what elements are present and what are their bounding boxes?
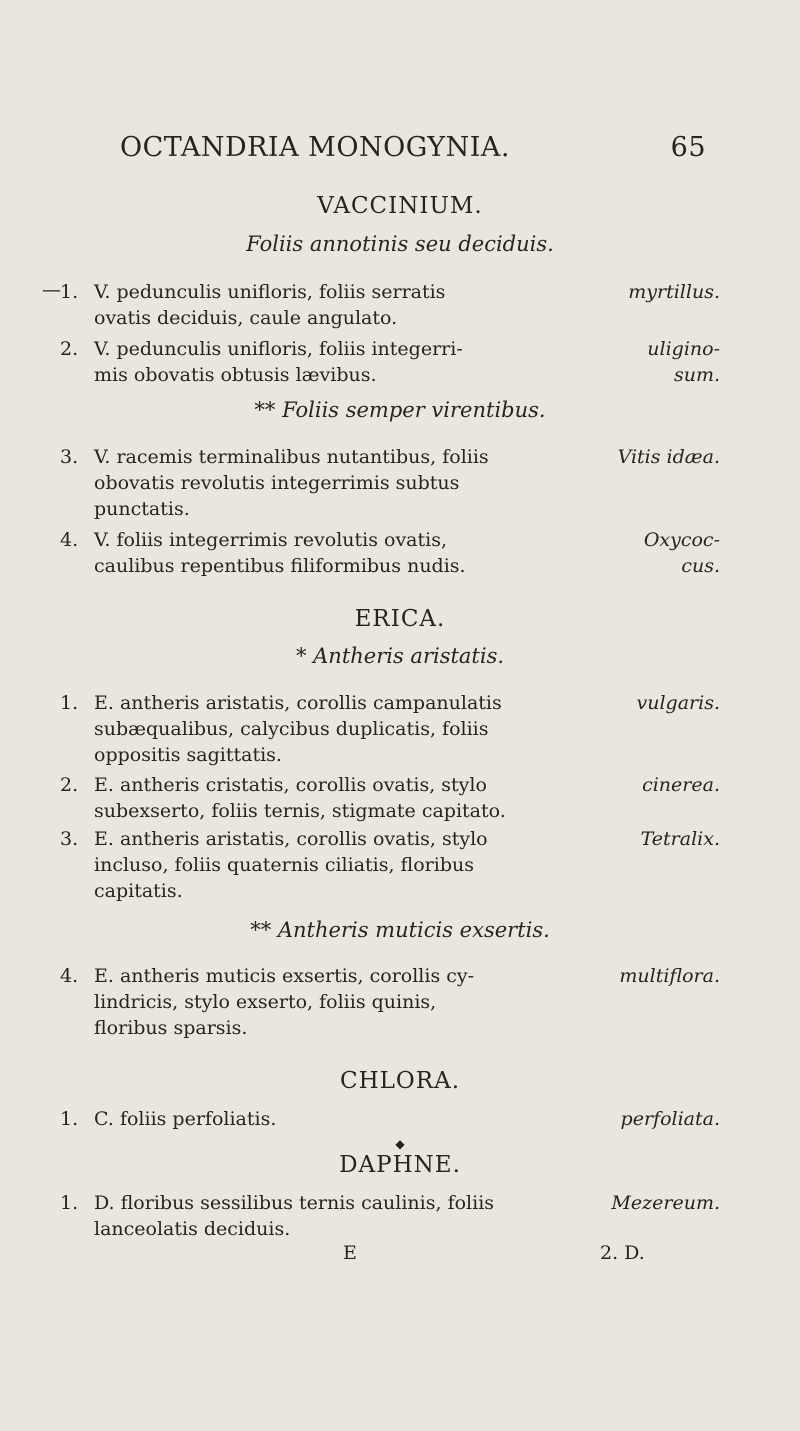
species-name: Tetralix. — [640, 828, 720, 850]
species-name: Vitis idæa. — [617, 446, 720, 468]
entry-diagnosis: E. antheris aristatis, corollis campanulatis subæqualibus, calycibus duplicatis, foliis oppositis sagittatis. — [94, 692, 502, 766]
margin-dash: — — [42, 279, 61, 301]
species-entry — [60, 963, 720, 1041]
entry-number: 4. — [60, 529, 79, 551]
species-entry — [60, 1106, 720, 1132]
entry-number: 4. — [60, 965, 79, 987]
species-name: cinerea. — [642, 774, 720, 796]
species-entry — [60, 279, 720, 331]
entry-diagnosis: E. antheris muticis exsertis, corollis cy- lindricis, stylo exserto, foliis quinis, floribus sparsis. — [94, 965, 475, 1039]
page-number: 65 — [670, 132, 706, 163]
entry-diagnosis: D. floribus sessilibus ternis caulinis, foliis lanceolatis deciduis. — [94, 1192, 495, 1240]
ornament-divider: ◆ — [395, 1137, 405, 1151]
species-name: vulgaris. — [636, 692, 720, 714]
entry-number: 2. — [60, 338, 79, 360]
species-entry — [60, 1190, 720, 1242]
species-name: Oxycoc- — [643, 529, 720, 551]
species-name: multiflora. — [619, 965, 720, 987]
genus-heading-erica: ERICA. — [354, 606, 446, 632]
species-name: sum. — [673, 364, 720, 386]
species-name: cus. — [681, 555, 720, 577]
section-heading: ** Antheris muticis exsertis. — [250, 918, 550, 942]
species-name: Mezereum. — [611, 1192, 720, 1214]
species-entry — [60, 690, 720, 768]
entry-diagnosis: V. racemis terminalibus nutantibus, foliis obovatis revolutis integerrimis subtus punctatis. — [94, 446, 489, 520]
entry-diagnosis: V. pedunculis unifloris, foliis serratis ovatis deciduis, caule angulato. — [94, 281, 446, 329]
signature-mark: E — [343, 1242, 357, 1264]
species-entry — [60, 527, 720, 579]
genus-heading-daphne: DAPHNE. — [339, 1152, 461, 1178]
entry-number: 1. — [60, 281, 79, 303]
entry-number: 1. — [60, 692, 79, 714]
entry-diagnosis: E. antheris cristatis, corollis ovatis, stylo subexserto, foliis ternis, stigmate capitato. — [94, 774, 506, 822]
catchword: 2. D. — [600, 1242, 645, 1264]
genus-heading-chlora: CHLORA. — [339, 1068, 461, 1094]
species-entry — [60, 826, 720, 904]
running-head-title: OCTANDRIA MONOGYNIA. — [120, 132, 511, 163]
entry-diagnosis: V. foliis integerrimis revolutis ovatis, caulibus repentibus filiformibus nudis. — [94, 529, 466, 577]
species-entry — [60, 772, 720, 824]
species-name: perfoliata. — [620, 1108, 720, 1130]
entry-number: 1. — [60, 1192, 79, 1214]
section-heading: * Antheris aristatis. — [295, 644, 505, 668]
section-heading: ** Foliis semper virentibus. — [254, 398, 546, 422]
entry-number: 3. — [60, 446, 79, 468]
entry-number: 1. — [60, 1108, 79, 1130]
entry-diagnosis: C. foliis perfoliatis. — [94, 1108, 277, 1130]
species-name: myrtillus. — [628, 281, 720, 303]
genus-heading-vaccinium: VACCINIUM. — [317, 193, 483, 219]
entry-number: 2. — [60, 774, 79, 796]
entry-diagnosis: E. antheris aristatis, corollis ovatis, stylo incluso, foliis quaternis ciliatis, floribus capitatis. — [94, 828, 488, 902]
species-entry — [60, 444, 720, 522]
entry-number: 3. — [60, 828, 79, 850]
entry-diagnosis: V. pedunculis unifloris, foliis integerri- mis obovatis obtusis lævibus. — [94, 338, 463, 386]
species-entry — [60, 336, 720, 388]
species-name: uligino- — [647, 338, 720, 360]
section-heading: Foliis annotinis seu deciduis. — [246, 232, 554, 256]
